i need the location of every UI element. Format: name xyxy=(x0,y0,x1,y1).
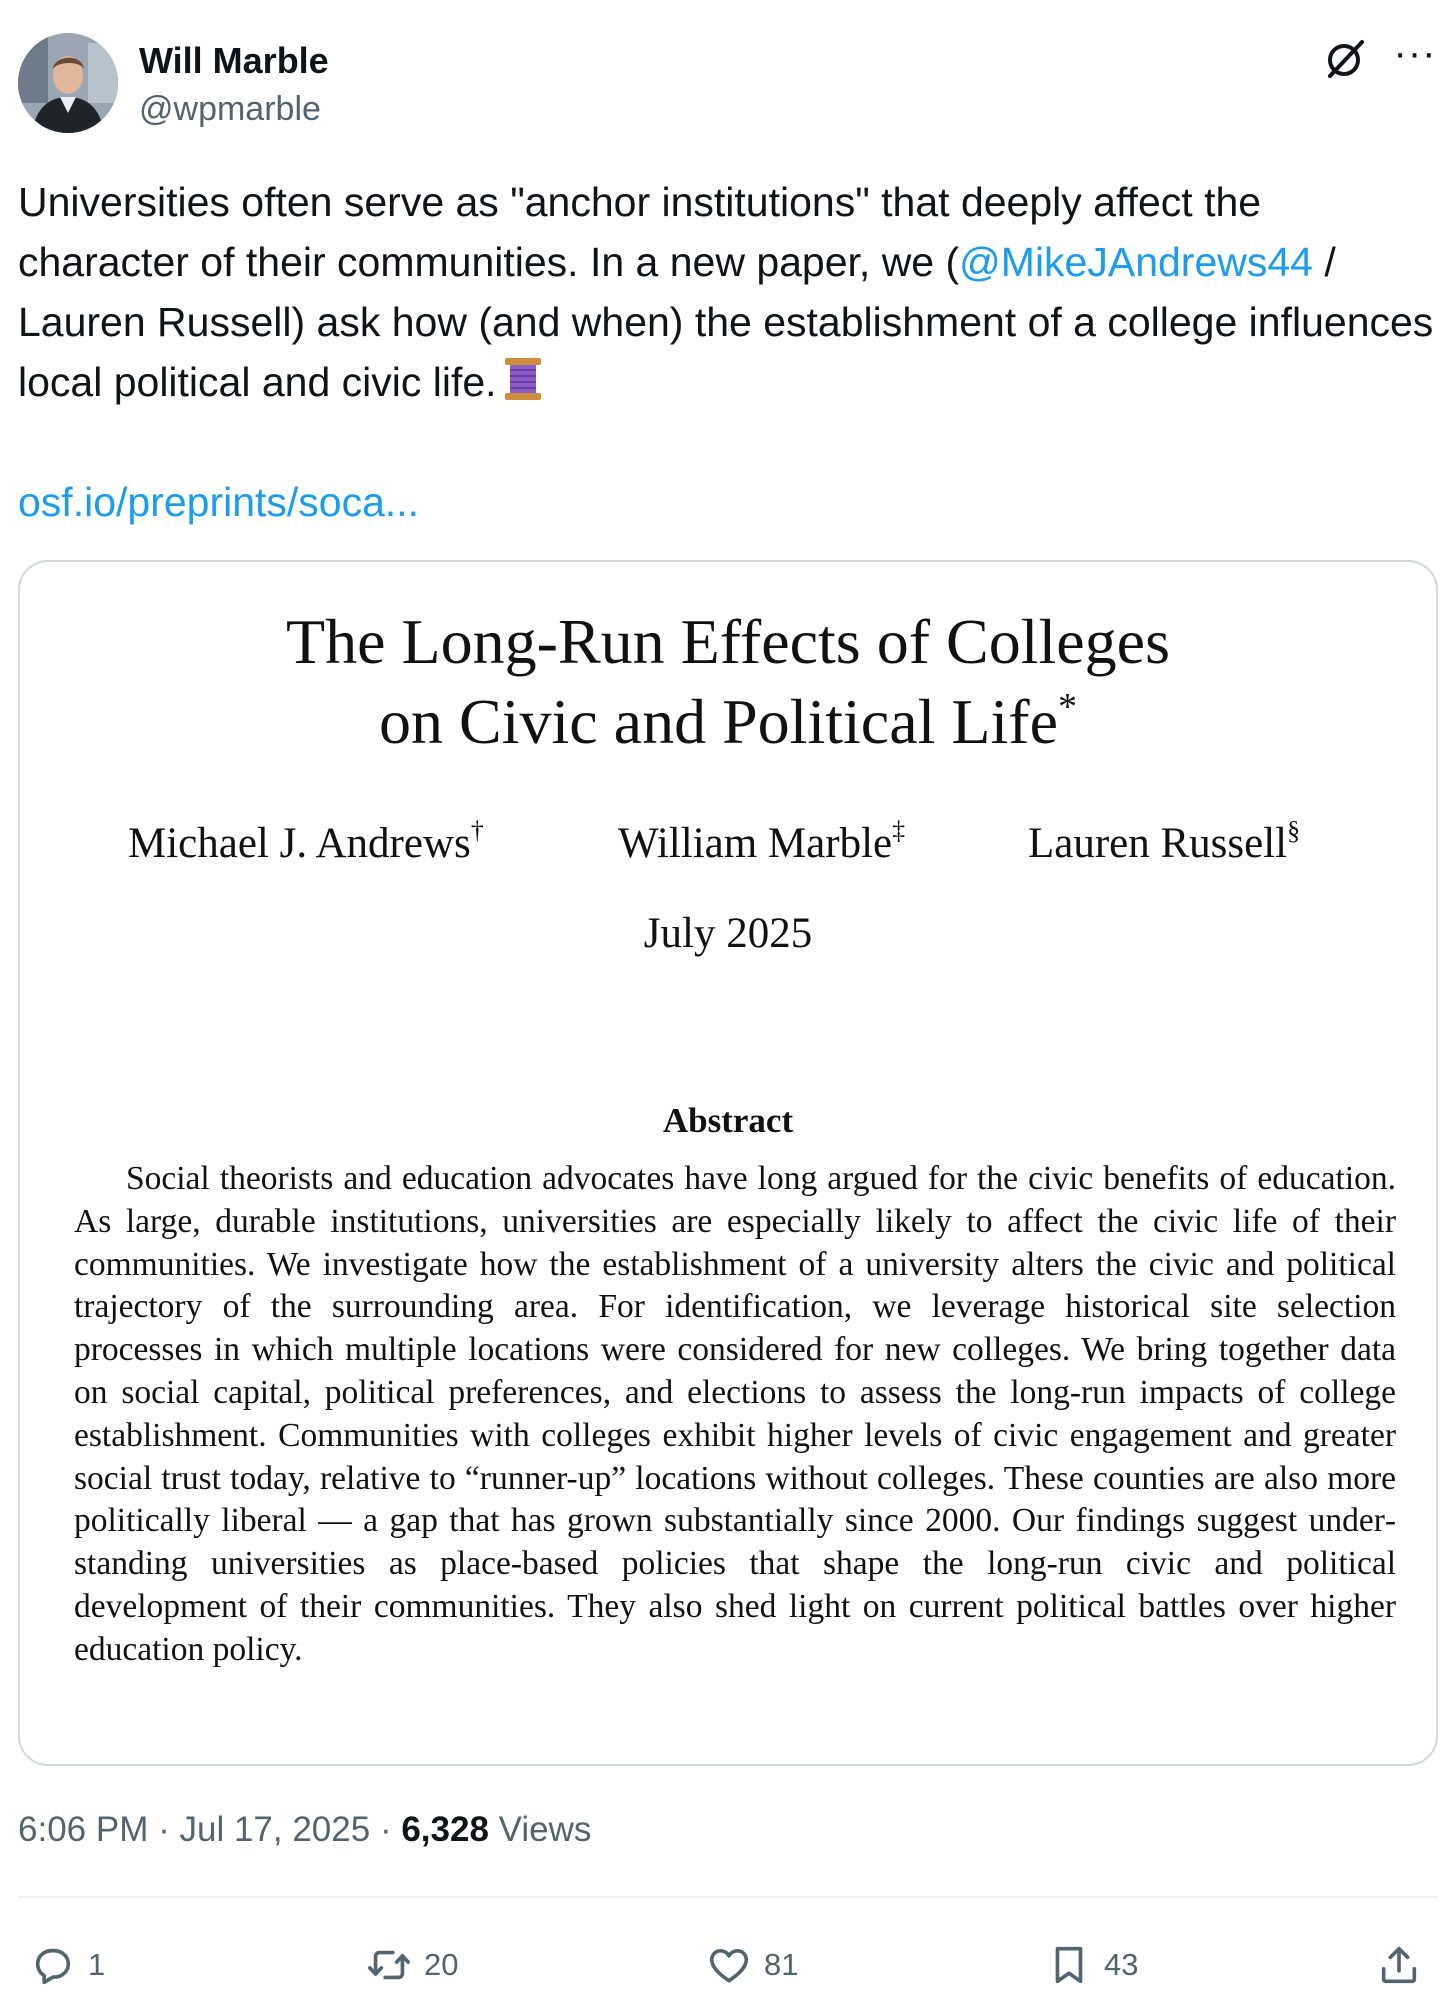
meta-separator: · xyxy=(158,1810,170,1849)
tweet-time[interactable]: 6:06 PM xyxy=(18,1810,149,1849)
handle[interactable]: @wpmarble xyxy=(139,90,321,128)
views-count[interactable]: 6,328 xyxy=(401,1810,489,1849)
bookmark-count: 43 xyxy=(1104,1947,1139,1982)
abstract-text: Social theorists and education advocates have long argued for the civic benefits of education. As large, durable institutions, universities are especially likely to affect the civic life of their communities. We investigate how the establishment of a university alters the civic and political trajectory of the surrounding area. For identification, we leverage historical site selection processes in which multiple locations were considered for new colleges. We bring together data on social capital, political preferences, and elections to assess the long-run impacts of college establishment. Communities with colleges exhibit higher levels of civic engagement and greater social trust today, relative to “runner-up” locations without colleges. These counties are also more politically liberal — a gap that has grown substantially since 2000. Our findings suggest understanding universities as place-based policies that shape the long-run civic and political development of their communities. They also shed light on current political battles over higher education policy. xyxy=(74,1160,1396,1668)
paper-image-card[interactable] xyxy=(18,560,1438,1766)
paper-title-line1: The Long-Run Effects of Colleges xyxy=(286,606,1170,677)
author-name: William Marble xyxy=(618,820,893,867)
retweet-icon xyxy=(366,1942,412,1988)
more-options-icon[interactable]: ··· xyxy=(1393,31,1437,75)
preprint-link[interactable]: osf.io/preprints/soca... xyxy=(18,479,420,525)
tweet-text xyxy=(18,172,1438,412)
author-name: Lauren Russell xyxy=(1028,820,1288,867)
author-mark: † xyxy=(470,816,484,845)
author-marble xyxy=(618,817,905,871)
avatar-photo xyxy=(18,33,118,133)
retweet-count: 20 xyxy=(424,1947,459,1982)
paper-date: July 2025 xyxy=(643,910,813,957)
reply-button[interactable] xyxy=(30,1940,105,1990)
heart-icon xyxy=(706,1942,752,1988)
share-icon xyxy=(1376,1942,1422,1988)
reply-count: 1 xyxy=(88,1947,106,1982)
display-name[interactable]: Will Marble xyxy=(139,40,329,81)
mention-link[interactable]: @MikeJAndrews44 xyxy=(959,239,1313,285)
grok-icon[interactable] xyxy=(1322,36,1368,82)
reply-icon xyxy=(30,1942,76,1988)
paper-title-line2-text: on Civic and Political Life xyxy=(379,686,1058,757)
author-mark: ‡ xyxy=(892,816,906,845)
divider xyxy=(18,1896,1438,1898)
views-label[interactable]: Views xyxy=(498,1810,592,1849)
paper-title-mark: * xyxy=(1057,686,1077,728)
like-count: 81 xyxy=(764,1947,799,1982)
tweet-date[interactable]: Jul 17, 2025 xyxy=(179,1810,371,1849)
thread-spool-emoji xyxy=(503,354,543,404)
tweet-meta xyxy=(18,1808,591,1852)
meta-separator: · xyxy=(379,1810,392,1849)
share-button[interactable] xyxy=(1376,1940,1422,1990)
author-andrews xyxy=(128,817,484,871)
like-button[interactable] xyxy=(706,1940,798,1990)
avatar[interactable] xyxy=(18,33,118,133)
tweet-text-part1: Universities often serve as "anchor institutions" that deeply affect the character of their communities. In a new paper, we ( xyxy=(18,179,1262,285)
paper-page xyxy=(20,562,1436,1764)
bookmark-button[interactable] xyxy=(1046,1940,1138,1990)
retweet-button[interactable] xyxy=(366,1940,458,1990)
paper-title-line2 xyxy=(20,682,1436,762)
author-russell xyxy=(1028,817,1300,871)
tweet-text-part2: / Lauren Russell) ask how (and when) the establishment of a college influences local political and civic life. xyxy=(18,239,1434,405)
abstract-heading: Abstract xyxy=(662,1101,794,1140)
author-name: Michael J. Andrews xyxy=(128,820,471,867)
author-mark: § xyxy=(1287,816,1301,845)
bookmark-icon xyxy=(1046,1942,1092,1988)
